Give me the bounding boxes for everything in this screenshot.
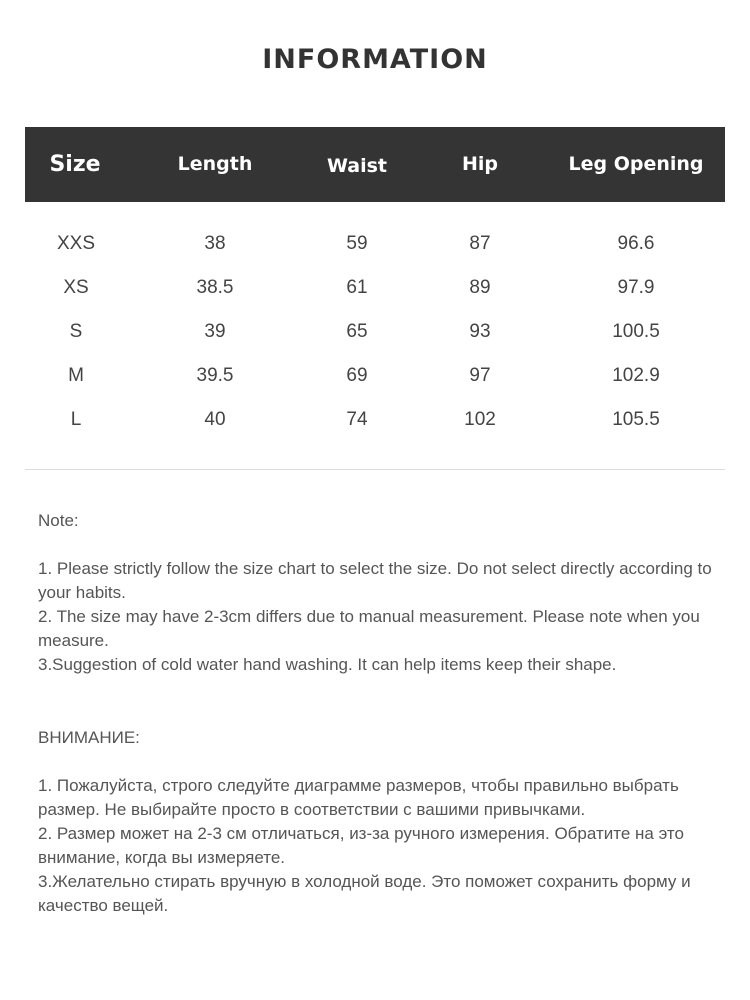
- table-row: [25, 317, 725, 347]
- cell-length: 40: [204, 409, 226, 430]
- cell-length: 39: [204, 321, 226, 342]
- note-label: Note:: [38, 511, 79, 530]
- size-table-header: [25, 127, 725, 202]
- table-row: [25, 273, 725, 303]
- header-size: Size: [49, 152, 101, 177]
- header-leg-opening: Leg Opening: [568, 153, 704, 175]
- note-list: [38, 557, 728, 677]
- table-row: [25, 229, 725, 259]
- cell-leg-opening: 96.6: [617, 233, 655, 254]
- table-row: [25, 361, 725, 391]
- cell-hip: 102: [464, 409, 496, 430]
- page-title: INFORMATION: [262, 44, 488, 75]
- cell-leg-opening: 102.9: [612, 365, 660, 386]
- cell-hip: 87: [469, 233, 491, 254]
- cell-leg-opening: 105.5: [612, 409, 660, 430]
- cell-length: 39.5: [196, 365, 234, 386]
- cell-length: 38: [204, 233, 226, 254]
- cell-hip: 93: [469, 321, 491, 342]
- cell-hip: 97: [469, 365, 491, 386]
- cell-size: S: [69, 321, 83, 342]
- cell-waist: 69: [346, 365, 368, 386]
- header-length: Length: [177, 153, 253, 175]
- cell-size: M: [68, 365, 84, 386]
- note-item: 2. The size may have 2-3cm differs due to manual measurement. Please note when you measure.: [38, 607, 700, 650]
- cell-waist: 61: [346, 277, 368, 298]
- cell-leg-opening: 97.9: [617, 277, 655, 298]
- header-hip: Hip: [461, 153, 499, 175]
- cell-size: L: [70, 409, 82, 430]
- note-ru-item: 3.Желательно стирать вручную в холодной воде. Это поможет сохранить форму и качество вещей.: [38, 872, 691, 915]
- cell-waist: 59: [346, 233, 368, 254]
- cell-size: XS: [63, 277, 89, 298]
- note-item: 1. Please strictly follow the size chart to select the size. Do not select directly according to your habits.: [38, 559, 712, 602]
- note-ru-label: ВНИМАНИЕ:: [38, 728, 140, 747]
- section-divider: [25, 469, 725, 470]
- cell-waist: 65: [346, 321, 368, 342]
- cell-size: XXS: [56, 233, 96, 254]
- cell-length: 38.5: [196, 277, 234, 298]
- cell-waist: 74: [346, 409, 368, 430]
- cell-leg-opening: 100.5: [612, 321, 660, 342]
- cell-hip: 89: [469, 277, 491, 298]
- note-item: 3.Suggestion of cold water hand washing. It can help items keep their shape.: [38, 655, 617, 674]
- note-ru-item: 2. Размер может на 2-3 см отличаться, из-за ручного измерения. Обратите на это внимание, когда вы измеряете.: [38, 824, 684, 867]
- header-waist: Waist: [326, 155, 388, 177]
- note-ru-item: 1. Пожалуйста, строго следуйте диаграмме размеров, чтобы правильно выбрать размер. Не выбирайте просто в соответствии с вашими привычками.: [38, 776, 679, 819]
- note-ru-list: [38, 774, 728, 918]
- table-row: [25, 405, 725, 435]
